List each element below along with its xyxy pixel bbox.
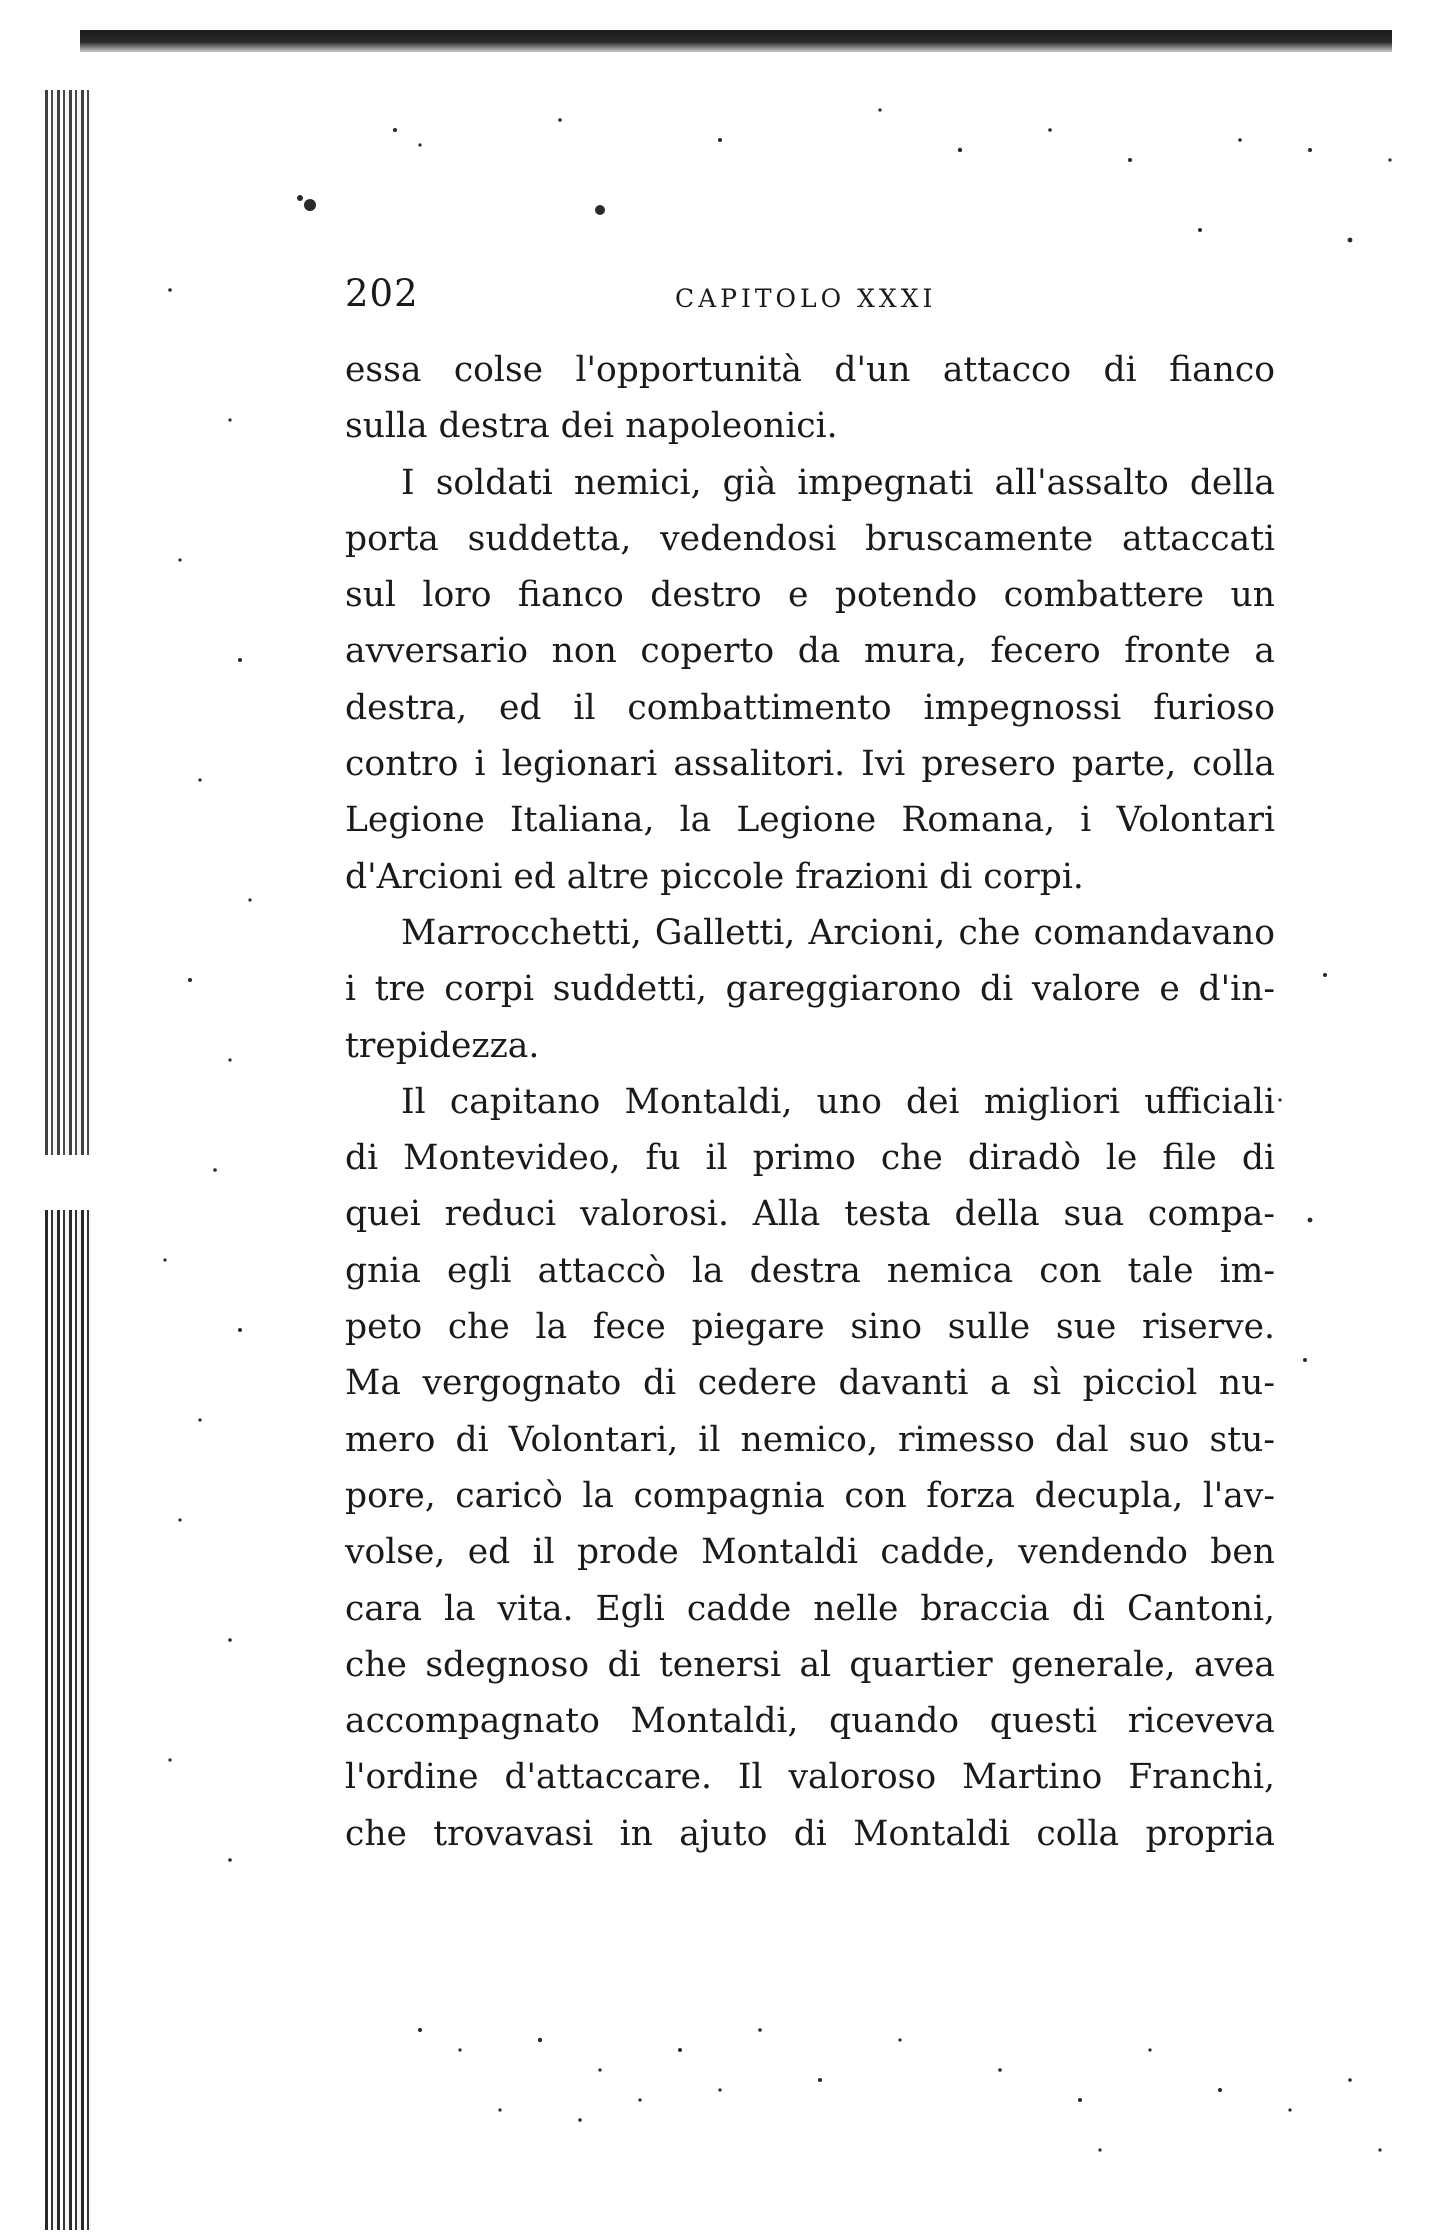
chapter-title: CAPITOLO XXXI — [675, 284, 937, 313]
text-line: Ma vergognato di cedere davanti a sì picciol nu- — [345, 1363, 1275, 1404]
text-line: porta suddetta, vedendosi bruscamente attaccati — [345, 518, 1275, 559]
page-number: 202 — [345, 272, 419, 315]
text-line: I soldati nemici, già impegnati all'assalto della — [401, 462, 1275, 503]
text-line: i tre corpi suddetti, gareggiarono di valore e d'in- — [345, 969, 1275, 1010]
text-line: l'ordine d'attaccare. Il valoroso Martino Franchi, — [345, 1757, 1275, 1798]
text-line: mero di Volontari, il nemico, rimesso dal suo stu- — [345, 1419, 1275, 1460]
binding-edge-upper — [45, 90, 91, 1155]
text-line: Marrocchetti, Galletti, Arcioni, che comandavano — [401, 912, 1275, 953]
text-line: accompagnato Montaldi, quando questi riceveva — [345, 1701, 1275, 1742]
binding-edge-lower — [45, 1210, 91, 2230]
running-header — [345, 272, 1275, 322]
text-line: che sdegnoso di tenersi al quartier generale, avea — [345, 1644, 1275, 1685]
text-line: pore, caricò la compagnia con forza decupla, l'av- — [345, 1475, 1275, 1516]
text-line: essa colse l'opportunità d'un attacco di fianco — [345, 350, 1275, 390]
text-line: cara la vita. Egli cadde nelle braccia di Cantoni, — [345, 1588, 1275, 1629]
top-scan-edge — [80, 30, 1392, 52]
text-line: destra, ed il combattimento impegnossi furioso — [345, 687, 1275, 728]
text-line: peto che la fece piegare sino sulle sue riserve. — [345, 1307, 1275, 1348]
text-line: contro i legionari assalitori. Ivi presero parte, colla — [345, 744, 1275, 785]
text-line: d'Arcioni ed altre piccole frazioni di corpi. — [345, 856, 1084, 897]
body-text — [345, 342, 1275, 1862]
text-line: volse, ed il prode Montaldi cadde, vendendo ben — [345, 1532, 1275, 1573]
text-line: trepidezza. — [345, 1025, 540, 1066]
text-line: quei reduci valorosi. Alla testa della sua compa- — [345, 1194, 1275, 1235]
text-line: avversario non coperto da mura, fecero fronte a — [345, 631, 1275, 672]
text-line: che trovavasi in ajuto di Montaldi colla propria — [345, 1813, 1275, 1854]
text-line: sulla destra dei napoleonici. — [345, 406, 838, 447]
text-line: Legione Italiana, la Legione Romana, i Volontari — [345, 800, 1275, 841]
text-line: di Montevideo, fu il primo che diradò le file di — [345, 1138, 1275, 1179]
text-line: gnia egli attaccò la destra nemica con tale im- — [345, 1250, 1275, 1291]
text-line: Il capitano Montaldi, uno dei migliori ufficiali — [401, 1081, 1275, 1122]
text-line: sul loro fianco destro e potendo combattere un — [345, 575, 1275, 616]
